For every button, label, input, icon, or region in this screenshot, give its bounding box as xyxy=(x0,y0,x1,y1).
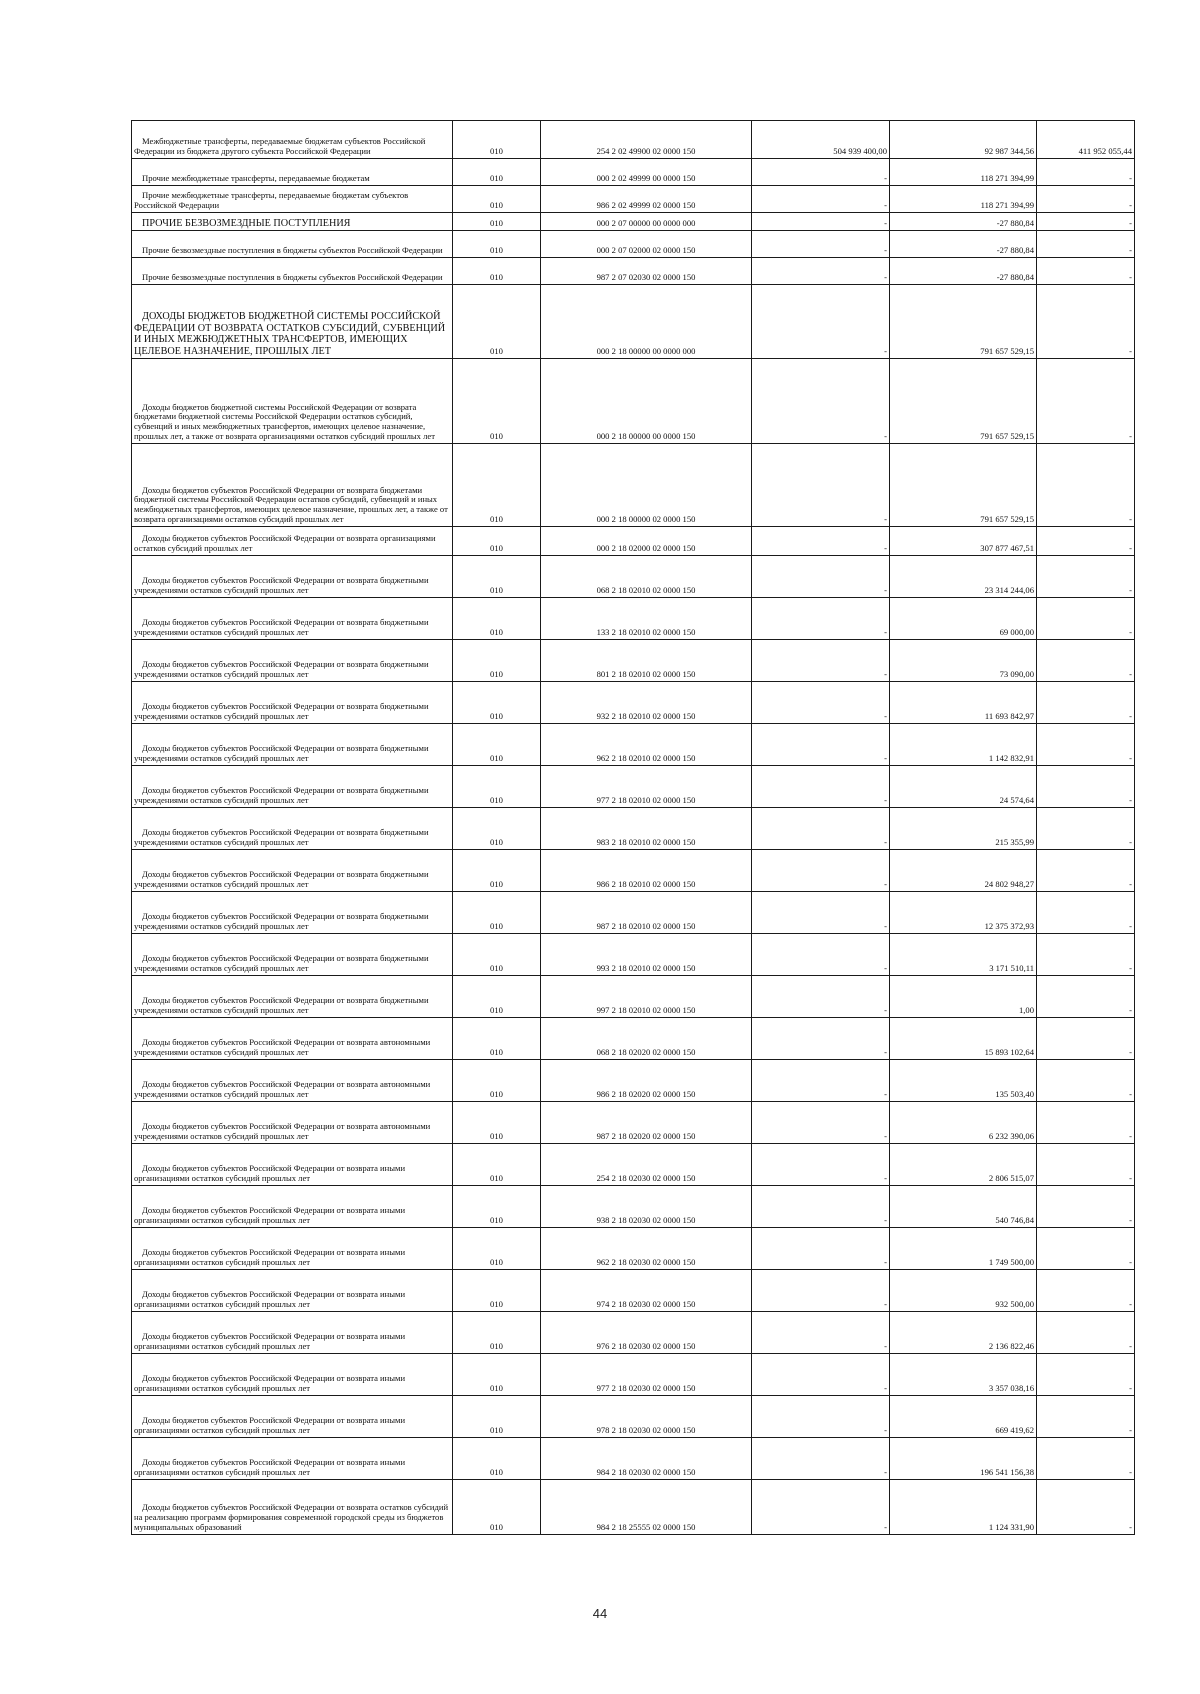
row-name-cell: Доходы бюджетов бюджетной системы Российской Федерации от возврата бюджетами бюджетной системы Российской Федерации остатков субсидий, субвенций и иных межбюджетных трансфертов, имеющих целевое назначение, прошлых лет, а также от возврата организациями остатков субсидий прошлых лет xyxy=(132,359,453,444)
row-code-cell: 010 xyxy=(453,1060,541,1102)
table-row xyxy=(132,444,1135,527)
row-code-cell: 010 xyxy=(453,724,541,766)
row-name-cell: Доходы бюджетов субъектов Российской Федерации от возврата иными организациями остатков субсидий прошлых лет xyxy=(132,1354,453,1396)
row-rest-cell: - xyxy=(1037,1018,1135,1060)
row-kbk-cell: 977 2 18 02010 02 0000 150 xyxy=(541,766,752,808)
row-exec-cell: 669 419,62 xyxy=(890,1396,1037,1438)
row-plan-cell: - xyxy=(752,1354,890,1396)
row-plan-cell: - xyxy=(752,892,890,934)
row-code-cell: 010 xyxy=(453,121,541,159)
row-name-cell: Доходы бюджетов субъектов Российской Федерации от возврата бюджетными учреждениями остатков субсидий прошлых лет xyxy=(132,892,453,934)
row-code-cell: 010 xyxy=(453,682,541,724)
row-code-cell: 010 xyxy=(453,527,541,556)
table-row xyxy=(132,527,1135,556)
row-exec-cell: 1 142 832,91 xyxy=(890,724,1037,766)
table-row xyxy=(132,766,1135,808)
row-plan-cell: - xyxy=(752,808,890,850)
row-kbk-cell: 987 2 18 02020 02 0000 150 xyxy=(541,1102,752,1144)
row-code-cell: 010 xyxy=(453,766,541,808)
row-kbk-cell: 000 2 18 00000 00 0000 150 xyxy=(541,359,752,444)
row-exec-cell: 2 136 822,46 xyxy=(890,1312,1037,1354)
row-name-cell: Доходы бюджетов субъектов Российской Федерации от возврата автономными учреждениями остатков субсидий прошлых лет xyxy=(132,1102,453,1144)
row-plan-cell: - xyxy=(752,231,890,258)
row-plan-cell: - xyxy=(752,598,890,640)
row-plan-cell: - xyxy=(752,444,890,527)
table-row xyxy=(132,231,1135,258)
row-exec-cell: 791 657 529,15 xyxy=(890,285,1037,359)
row-exec-cell: 1 124 331,90 xyxy=(890,1480,1037,1535)
row-kbk-cell: 976 2 18 02030 02 0000 150 xyxy=(541,1312,752,1354)
row-name-cell: Доходы бюджетов субъектов Российской Федерации от возврата бюджетными учреждениями остатков субсидий прошлых лет xyxy=(132,766,453,808)
row-plan-cell: - xyxy=(752,1438,890,1480)
row-exec-cell: 196 541 156,38 xyxy=(890,1438,1037,1480)
row-name-cell: Доходы бюджетов субъектов Российской Федерации от возврата автономными учреждениями остатков субсидий прошлых лет xyxy=(132,1060,453,1102)
row-name-cell: Прочие безвозмездные поступления в бюджеты субъектов Российской Федерации xyxy=(132,258,453,285)
row-code-cell: 010 xyxy=(453,808,541,850)
row-rest-cell: - xyxy=(1037,1228,1135,1270)
row-name-cell: Доходы бюджетов субъектов Российской Федерации от возврата иными организациями остатков субсидий прошлых лет xyxy=(132,1270,453,1312)
row-rest-cell: - xyxy=(1037,444,1135,527)
row-exec-cell: 1,00 xyxy=(890,976,1037,1018)
row-name-cell: Доходы бюджетов субъектов Российской Федерации от возврата иными организациями остатков субсидий прошлых лет xyxy=(132,1144,453,1186)
row-name-cell: Межбюджетные трансферты, передаваемые бюджетам субъектов Российской Федерации из бюджета другого субъекта Российской Федерации xyxy=(132,121,453,159)
row-exec-cell: 215 355,99 xyxy=(890,808,1037,850)
row-code-cell: 010 xyxy=(453,640,541,682)
row-plan-cell: - xyxy=(752,285,890,359)
row-exec-cell: 73 090,00 xyxy=(890,640,1037,682)
row-kbk-cell: 000 2 07 02000 02 0000 150 xyxy=(541,231,752,258)
table-row xyxy=(132,1354,1135,1396)
row-kbk-cell: 962 2 18 02030 02 0000 150 xyxy=(541,1228,752,1270)
row-kbk-cell: 978 2 18 02030 02 0000 150 xyxy=(541,1396,752,1438)
row-plan-cell: - xyxy=(752,159,890,186)
row-plan-cell: - xyxy=(752,682,890,724)
row-rest-cell: - xyxy=(1037,556,1135,598)
row-name-cell: Доходы бюджетов субъектов Российской Федерации от возврата иными организациями остатков субсидий прошлых лет xyxy=(132,1396,453,1438)
row-kbk-cell: 983 2 18 02010 02 0000 150 xyxy=(541,808,752,850)
row-exec-cell: 92 987 344,56 xyxy=(890,121,1037,159)
row-rest-cell: - xyxy=(1037,892,1135,934)
table-row xyxy=(132,258,1135,285)
table-row xyxy=(132,121,1135,159)
row-exec-cell: -27 880,84 xyxy=(890,258,1037,285)
row-name-cell: Доходы бюджетов субъектов Российской Федерации от возврата организациями остатков субсидий прошлых лет xyxy=(132,527,453,556)
row-name-cell: Доходы бюджетов субъектов Российской Федерации от возврата бюджетными учреждениями остатков субсидий прошлых лет xyxy=(132,934,453,976)
table-row xyxy=(132,213,1135,231)
row-plan-cell: - xyxy=(752,1480,890,1535)
row-exec-cell: 24 802 948,27 xyxy=(890,850,1037,892)
row-code-cell: 010 xyxy=(453,1270,541,1312)
row-kbk-cell: 000 2 07 00000 00 0000 000 xyxy=(541,213,752,231)
row-rest-cell: - xyxy=(1037,1144,1135,1186)
row-rest-cell: - xyxy=(1037,359,1135,444)
row-name-cell: Прочие межбюджетные трансферты, передаваемые бюджетам xyxy=(132,159,453,186)
row-kbk-cell: 000 2 02 49999 00 0000 150 xyxy=(541,159,752,186)
row-name-cell: Доходы бюджетов субъектов Российской Федерации от возврата иными организациями остатков субсидий прошлых лет xyxy=(132,1438,453,1480)
row-name-cell: Доходы бюджетов субъектов Российской Федерации от возврата остатков субсидий на реализацию программ формирования современной городской среды из бюджетов муниципальных образований xyxy=(132,1480,453,1535)
table-row xyxy=(132,159,1135,186)
row-rest-cell: - xyxy=(1037,1354,1135,1396)
row-code-cell: 010 xyxy=(453,1102,541,1144)
row-plan-cell: - xyxy=(752,186,890,213)
row-code-cell: 010 xyxy=(453,976,541,1018)
row-plan-cell: - xyxy=(752,766,890,808)
table-row xyxy=(132,1144,1135,1186)
row-code-cell: 010 xyxy=(453,934,541,976)
row-plan-cell: - xyxy=(752,1396,890,1438)
row-code-cell: 010 xyxy=(453,598,541,640)
row-rest-cell: - xyxy=(1037,213,1135,231)
row-code-cell: 010 xyxy=(453,1354,541,1396)
row-name-cell: Прочие безвозмездные поступления в бюджеты субъектов Российской Федерации xyxy=(132,231,453,258)
row-rest-cell: - xyxy=(1037,766,1135,808)
table-row xyxy=(132,850,1135,892)
row-exec-cell: 23 314 244,06 xyxy=(890,556,1037,598)
row-rest-cell: - xyxy=(1037,1270,1135,1312)
table-row xyxy=(132,1312,1135,1354)
table-body xyxy=(132,121,1135,1535)
row-exec-cell: 11 693 842,97 xyxy=(890,682,1037,724)
table-row xyxy=(132,556,1135,598)
table-row xyxy=(132,682,1135,724)
row-code-cell: 010 xyxy=(453,1438,541,1480)
row-kbk-cell: 068 2 18 02010 02 0000 150 xyxy=(541,556,752,598)
row-rest-cell: - xyxy=(1037,285,1135,359)
row-kbk-cell: 254 2 18 02030 02 0000 150 xyxy=(541,1144,752,1186)
table-row xyxy=(132,934,1135,976)
table-row xyxy=(132,976,1135,1018)
row-plan-cell: - xyxy=(752,527,890,556)
row-plan-cell: - xyxy=(752,1144,890,1186)
row-code-cell: 010 xyxy=(453,231,541,258)
table-row xyxy=(132,724,1135,766)
row-plan-cell: - xyxy=(752,1228,890,1270)
row-rest-cell: - xyxy=(1037,1480,1135,1535)
row-name-cell: Доходы бюджетов субъектов Российской Федерации от возврата иными организациями остатков субсидий прошлых лет xyxy=(132,1186,453,1228)
row-name-cell: Доходы бюджетов субъектов Российской Федерации от возврата бюджетными учреждениями остатков субсидий прошлых лет xyxy=(132,556,453,598)
row-code-cell: 010 xyxy=(453,359,541,444)
row-exec-cell: -27 880,84 xyxy=(890,213,1037,231)
row-plan-cell: - xyxy=(752,850,890,892)
row-plan-cell: - xyxy=(752,1270,890,1312)
row-exec-cell: 118 271 394,99 xyxy=(890,159,1037,186)
row-plan-cell: - xyxy=(752,934,890,976)
row-code-cell: 010 xyxy=(453,556,541,598)
row-exec-cell: 1 749 500,00 xyxy=(890,1228,1037,1270)
row-rest-cell: - xyxy=(1037,1102,1135,1144)
row-code-cell: 010 xyxy=(453,1018,541,1060)
row-exec-cell: 3 357 038,16 xyxy=(890,1354,1037,1396)
row-code-cell: 010 xyxy=(453,1396,541,1438)
row-name-cell: Доходы бюджетов субъектов Российской Федерации от возврата бюджетными учреждениями остатков субсидий прошлых лет xyxy=(132,976,453,1018)
table-row xyxy=(132,1102,1135,1144)
row-name-cell: Доходы бюджетов субъектов Российской Федерации от возврата бюджетными учреждениями остатков субсидий прошлых лет xyxy=(132,850,453,892)
row-kbk-cell: 974 2 18 02030 02 0000 150 xyxy=(541,1270,752,1312)
table-row xyxy=(132,1228,1135,1270)
row-kbk-cell: 962 2 18 02010 02 0000 150 xyxy=(541,724,752,766)
row-rest-cell: - xyxy=(1037,724,1135,766)
row-code-cell: 010 xyxy=(453,850,541,892)
row-name-cell: Доходы бюджетов субъектов Российской Федерации от возврата автономными учреждениями остатков субсидий прошлых лет xyxy=(132,1018,453,1060)
row-kbk-cell: 987 2 07 02030 02 0000 150 xyxy=(541,258,752,285)
row-rest-cell: - xyxy=(1037,231,1135,258)
row-rest-cell: 411 952 055,44 xyxy=(1037,121,1135,159)
row-kbk-cell: 986 2 18 02010 02 0000 150 xyxy=(541,850,752,892)
row-plan-cell: - xyxy=(752,976,890,1018)
row-rest-cell: - xyxy=(1037,159,1135,186)
row-plan-cell: - xyxy=(752,1060,890,1102)
row-name-cell: Прочие межбюджетные трансферты, передаваемые бюджетам субъектов Российской Федерации xyxy=(132,186,453,213)
row-kbk-cell: 068 2 18 02020 02 0000 150 xyxy=(541,1018,752,1060)
row-exec-cell: 540 746,84 xyxy=(890,1186,1037,1228)
row-rest-cell: - xyxy=(1037,1312,1135,1354)
row-kbk-cell: 938 2 18 02030 02 0000 150 xyxy=(541,1186,752,1228)
row-exec-cell: -27 880,84 xyxy=(890,231,1037,258)
row-code-cell: 010 xyxy=(453,444,541,527)
table-row xyxy=(132,808,1135,850)
row-exec-cell: 791 657 529,15 xyxy=(890,359,1037,444)
row-rest-cell: - xyxy=(1037,258,1135,285)
row-kbk-cell: 977 2 18 02030 02 0000 150 xyxy=(541,1354,752,1396)
row-kbk-cell: 000 2 18 00000 02 0000 150 xyxy=(541,444,752,527)
row-exec-cell: 135 503,40 xyxy=(890,1060,1037,1102)
row-plan-cell: - xyxy=(752,1312,890,1354)
row-code-cell: 010 xyxy=(453,213,541,231)
row-kbk-cell: 993 2 18 02010 02 0000 150 xyxy=(541,934,752,976)
row-code-cell: 010 xyxy=(453,1144,541,1186)
row-name-cell: Доходы бюджетов субъектов Российской Федерации от возврата иными организациями остатков субсидий прошлых лет xyxy=(132,1312,453,1354)
row-rest-cell: - xyxy=(1037,186,1135,213)
row-exec-cell: 69 000,00 xyxy=(890,598,1037,640)
row-plan-cell: - xyxy=(752,1186,890,1228)
table-row xyxy=(132,1396,1135,1438)
row-name-cell: Доходы бюджетов субъектов Российской Федерации от возврата бюджетными учреждениями остатков субсидий прошлых лет xyxy=(132,808,453,850)
table-row xyxy=(132,1186,1135,1228)
row-plan-cell: - xyxy=(752,1102,890,1144)
row-kbk-cell: 000 2 18 02000 02 0000 150 xyxy=(541,527,752,556)
row-kbk-cell: 986 2 18 02020 02 0000 150 xyxy=(541,1060,752,1102)
row-name-cell: Доходы бюджетов субъектов Российской Федерации от возврата бюджетными учреждениями остатков субсидий прошлых лет xyxy=(132,682,453,724)
table-row xyxy=(132,186,1135,213)
row-kbk-cell: 984 2 18 02030 02 0000 150 xyxy=(541,1438,752,1480)
row-code-cell: 010 xyxy=(453,892,541,934)
row-rest-cell: - xyxy=(1037,808,1135,850)
row-name-cell: Доходы бюджетов субъектов Российской Федерации от возврата бюджетами бюджетной системы Российской Федерации остатков субсидий, субвенций и иных межбюджетных трансфертов, имеющих целевое назначение, прошлых лет, а также от возврата организациями остатков субсидий прошлых лет xyxy=(132,444,453,527)
row-name-cell: ДОХОДЫ БЮДЖЕТОВ БЮДЖЕТНОЙ СИСТЕМЫ РОССИЙСКОЙ ФЕДЕРАЦИИ ОТ ВОЗВРАТА ОСТАТКОВ СУБСИДИЙ, СУБВЕНЦИЙ И ИНЫХ МЕЖБЮДЖЕТНЫХ ТРАНСФЕРТОВ, ИМЕЮЩИХ ЦЕЛЕВОЕ НАЗНАЧЕНИЕ, ПРОШЛЫХ ЛЕТ xyxy=(132,285,453,359)
table-row xyxy=(132,1018,1135,1060)
row-rest-cell: - xyxy=(1037,682,1135,724)
row-code-cell: 010 xyxy=(453,1312,541,1354)
row-name-cell: Доходы бюджетов субъектов Российской Федерации от возврата бюджетными учреждениями остатков субсидий прошлых лет xyxy=(132,724,453,766)
row-rest-cell: - xyxy=(1037,527,1135,556)
table-row xyxy=(132,1438,1135,1480)
row-code-cell: 010 xyxy=(453,159,541,186)
row-name-cell: Доходы бюджетов субъектов Российской Федерации от возврата бюджетными учреждениями остатков субсидий прошлых лет xyxy=(132,598,453,640)
table-row xyxy=(132,1480,1135,1535)
row-code-cell: 010 xyxy=(453,1186,541,1228)
row-kbk-cell: 986 2 02 49999 02 0000 150 xyxy=(541,186,752,213)
table-row xyxy=(132,598,1135,640)
row-kbk-cell: 801 2 18 02010 02 0000 150 xyxy=(541,640,752,682)
row-plan-cell: - xyxy=(752,724,890,766)
row-rest-cell: - xyxy=(1037,1396,1135,1438)
table-row xyxy=(132,285,1135,359)
table-row xyxy=(132,640,1135,682)
row-plan-cell: - xyxy=(752,213,890,231)
row-name-cell: ПРОЧИЕ БЕЗВОЗМЕЗДНЫЕ ПОСТУПЛЕНИЯ xyxy=(132,213,453,231)
row-kbk-cell: 987 2 18 02010 02 0000 150 xyxy=(541,892,752,934)
row-code-cell: 010 xyxy=(453,285,541,359)
row-exec-cell: 118 271 394,99 xyxy=(890,186,1037,213)
row-rest-cell: - xyxy=(1037,1060,1135,1102)
row-kbk-cell: 000 2 18 00000 00 0000 000 xyxy=(541,285,752,359)
row-plan-cell: - xyxy=(752,556,890,598)
row-kbk-cell: 997 2 18 02010 02 0000 150 xyxy=(541,976,752,1018)
row-name-cell: Доходы бюджетов субъектов Российской Федерации от возврата бюджетными учреждениями остатков субсидий прошлых лет xyxy=(132,640,453,682)
row-code-cell: 010 xyxy=(453,258,541,285)
row-plan-cell: - xyxy=(752,258,890,285)
row-rest-cell: - xyxy=(1037,640,1135,682)
budget-revenue-table xyxy=(131,120,1135,1535)
row-plan-cell: 504 939 400,00 xyxy=(752,121,890,159)
row-code-cell: 010 xyxy=(453,1480,541,1535)
row-rest-cell: - xyxy=(1037,934,1135,976)
table-row xyxy=(132,359,1135,444)
row-kbk-cell: 984 2 18 25555 02 0000 150 xyxy=(541,1480,752,1535)
row-rest-cell: - xyxy=(1037,598,1135,640)
row-rest-cell: - xyxy=(1037,1186,1135,1228)
row-exec-cell: 6 232 390,06 xyxy=(890,1102,1037,1144)
table-row xyxy=(132,1060,1135,1102)
row-exec-cell: 932 500,00 xyxy=(890,1270,1037,1312)
row-code-cell: 010 xyxy=(453,186,541,213)
row-plan-cell: - xyxy=(752,1018,890,1060)
table-row xyxy=(132,892,1135,934)
row-exec-cell: 24 574,64 xyxy=(890,766,1037,808)
row-kbk-cell: 133 2 18 02010 02 0000 150 xyxy=(541,598,752,640)
row-exec-cell: 791 657 529,15 xyxy=(890,444,1037,527)
row-rest-cell: - xyxy=(1037,1438,1135,1480)
row-code-cell: 010 xyxy=(453,1228,541,1270)
table-row xyxy=(132,1270,1135,1312)
row-exec-cell: 3 171 510,11 xyxy=(890,934,1037,976)
row-exec-cell: 307 877 467,51 xyxy=(890,527,1037,556)
row-kbk-cell: 254 2 02 49900 02 0000 150 xyxy=(541,121,752,159)
row-exec-cell: 2 806 515,07 xyxy=(890,1144,1037,1186)
row-rest-cell: - xyxy=(1037,850,1135,892)
page-number: 44 xyxy=(592,1606,608,1621)
row-exec-cell: 12 375 372,93 xyxy=(890,892,1037,934)
row-plan-cell: - xyxy=(752,359,890,444)
row-kbk-cell: 932 2 18 02010 02 0000 150 xyxy=(541,682,752,724)
row-rest-cell: - xyxy=(1037,976,1135,1018)
row-exec-cell: 15 893 102,64 xyxy=(890,1018,1037,1060)
row-plan-cell: - xyxy=(752,640,890,682)
row-name-cell: Доходы бюджетов субъектов Российской Федерации от возврата иными организациями остатков субсидий прошлых лет xyxy=(132,1228,453,1270)
